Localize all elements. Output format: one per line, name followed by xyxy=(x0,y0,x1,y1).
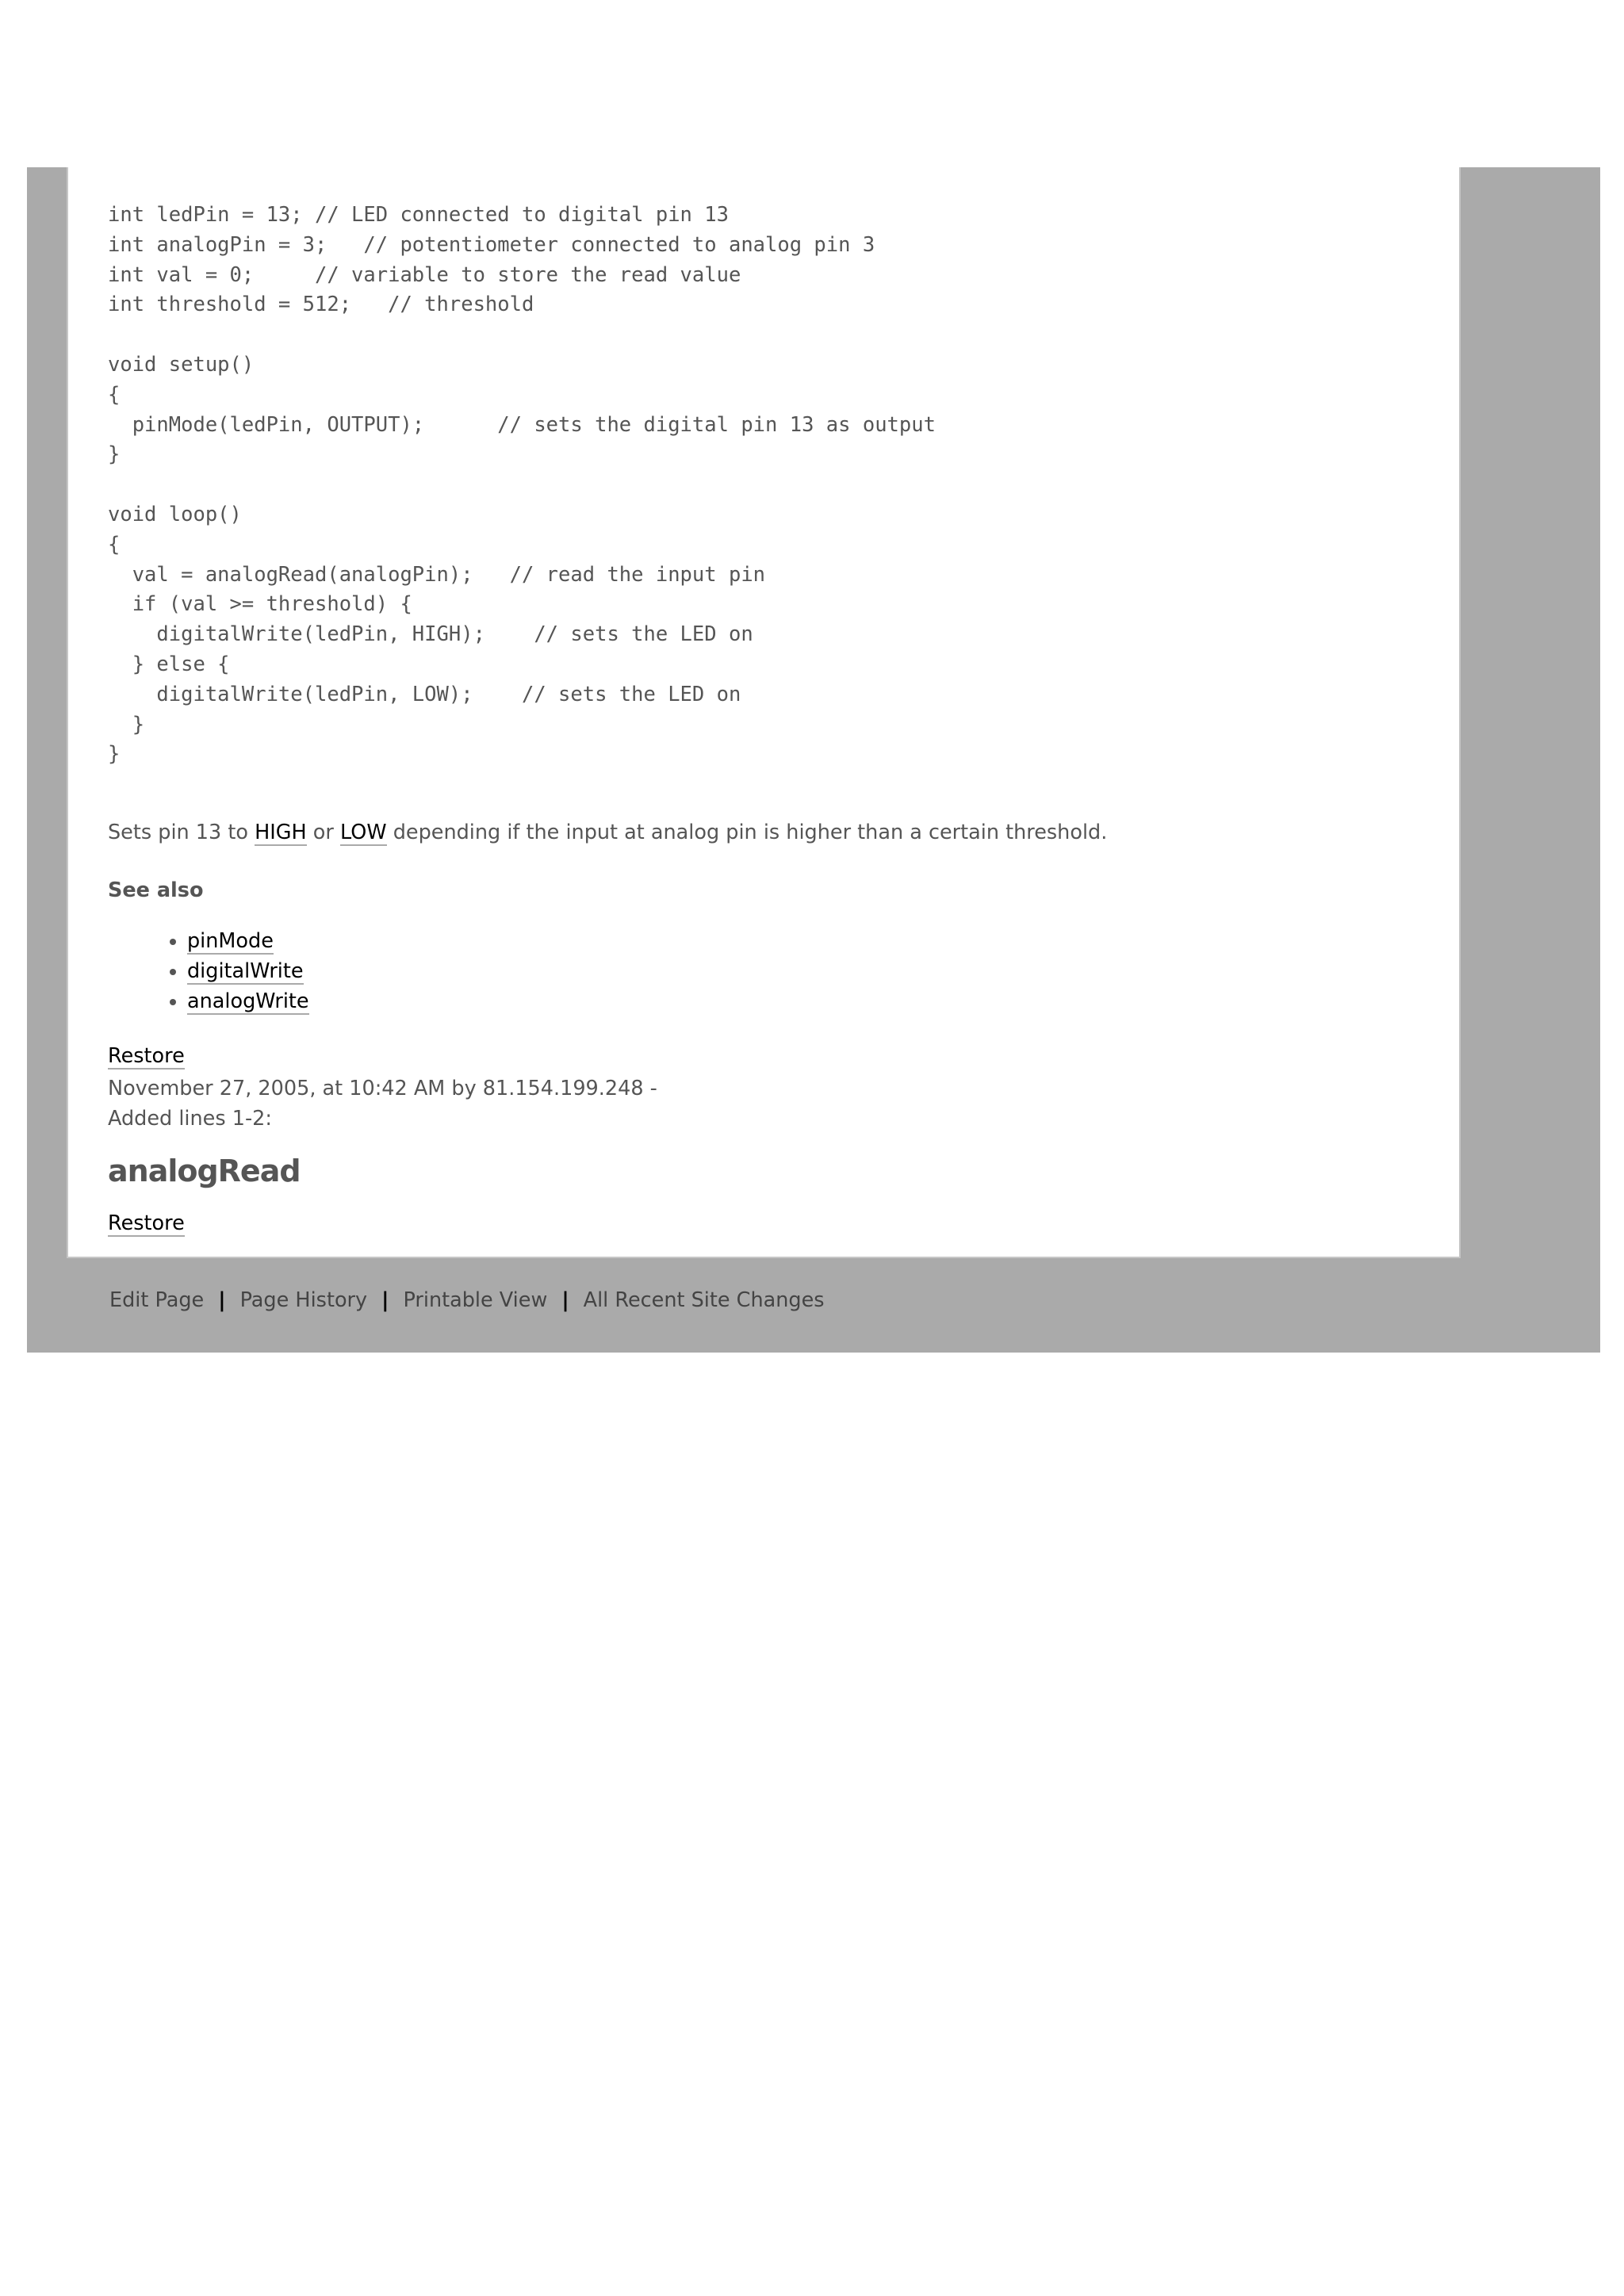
restore-link-2[interactable]: Restore xyxy=(108,1211,185,1235)
revision-meta xyxy=(108,1074,657,1135)
code-line: int threshold = 512; // threshold xyxy=(108,293,534,317)
revision-change-summary: Added lines 1-2: xyxy=(108,1106,273,1131)
revision-date-author: November 27, 2005, at 10:42 AM by 81.154.199.248 - xyxy=(108,1077,657,1100)
code-line: if (val >= threshold) { xyxy=(108,592,412,617)
code-line: { xyxy=(108,532,121,557)
code-line: } xyxy=(108,712,145,737)
footer-separator: | xyxy=(561,1288,569,1312)
code-line: } xyxy=(108,742,121,767)
code-line: val = analogRead(analogPin); // read the input pin xyxy=(108,562,766,587)
edit-page-link[interactable]: Edit Page xyxy=(109,1288,205,1312)
footer-separator: | xyxy=(218,1288,226,1312)
code-line: digitalWrite(ledPin, LOW); // sets the LED on xyxy=(108,682,741,706)
code-line: } else { xyxy=(108,652,230,676)
restore-link[interactable]: Restore xyxy=(108,1044,185,1068)
high-link[interactable]: HIGH xyxy=(255,821,307,844)
description-prefix: Sets pin 13 to xyxy=(108,821,255,844)
code-block xyxy=(108,201,936,770)
see-also-list xyxy=(121,927,309,1016)
page-history-link[interactable]: Page History xyxy=(239,1288,368,1312)
footer-separator: | xyxy=(381,1288,389,1312)
description-middle: or xyxy=(306,821,340,844)
description-text xyxy=(108,821,1107,844)
list-item xyxy=(187,957,309,987)
see-also-link-digitalwrite[interactable]: digitalWrite xyxy=(187,959,304,983)
code-line: void loop() xyxy=(108,502,242,526)
code-line: { xyxy=(108,382,121,407)
page-frame xyxy=(27,167,1600,1353)
see-also-heading: See also xyxy=(108,878,204,902)
code-line: pinMode(ledPin, OUTPUT); // sets the digital pin 13 as output xyxy=(108,412,936,437)
footer-nav xyxy=(109,1288,825,1312)
code-line: int analogPin = 3; // potentiometer connected to analog pin 3 xyxy=(108,232,875,257)
code-line: } xyxy=(108,442,121,467)
code-line: int ledPin = 13; // LED connected to digital pin 13 xyxy=(108,203,729,227)
low-link[interactable]: LOW xyxy=(340,821,387,844)
see-also-link-pinmode[interactable]: pinMode xyxy=(187,929,274,953)
code-line: void setup() xyxy=(108,352,255,377)
recent-changes-link[interactable]: All Recent Site Changes xyxy=(583,1288,825,1312)
list-item xyxy=(187,987,309,1017)
page-title: analogRead xyxy=(108,1154,301,1188)
content-panel xyxy=(67,167,1461,1258)
code-line: digitalWrite(ledPin, HIGH); // sets the LED on xyxy=(108,622,753,647)
code-line: int val = 0; // variable to store the read value xyxy=(108,262,741,287)
printable-view-link[interactable]: Printable View xyxy=(403,1288,548,1312)
code-line xyxy=(108,320,936,350)
see-also-link-analogwrite[interactable]: analogWrite xyxy=(187,989,309,1013)
description-suffix: depending if the input at analog pin is higher than a certain threshold. xyxy=(386,821,1108,844)
list-item xyxy=(187,927,309,957)
restore-row xyxy=(108,1211,185,1235)
restore-row xyxy=(108,1044,185,1068)
code-line xyxy=(108,470,936,500)
